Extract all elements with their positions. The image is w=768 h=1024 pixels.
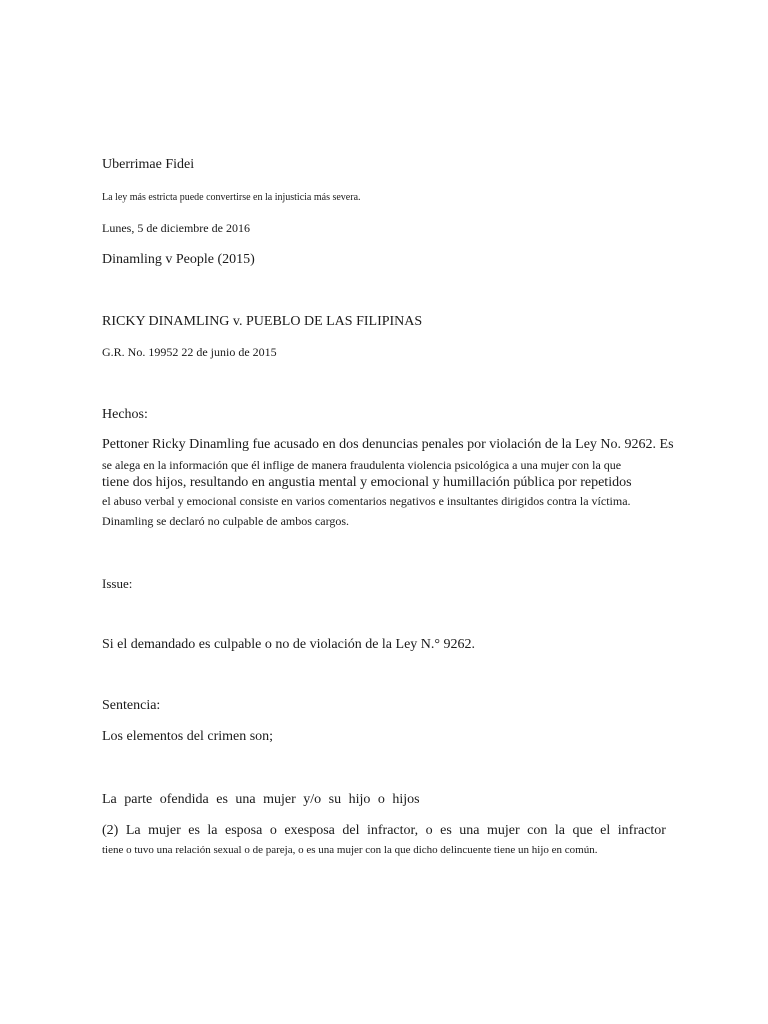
issue-heading: Issue: [102,576,133,591]
case-title: RICKY DINAMLING v. PUEBLO DE LAS FILIPINAS [102,314,423,329]
element-2-line: tiene o tuvo una relación sexual o de pareja, o es una mujer con la que dicho delincuente tiene un hijo en común. [102,844,598,856]
post-date: Lunes, 5 de diciembre de 2016 [102,221,250,235]
facts-line: Pettoner Ricky Dinamling fue acusado en dos denuncias penales por violación de la Ley No. 9262. Es [102,437,674,452]
facts-line: tiene dos hijos, resultando en angustia mental y emocional y humillación pública por repetidos [102,475,632,490]
blog-subtitle: La ley más estricta puede convertirse en la injusticia más severa. [102,192,361,203]
element-2-line: (2) La mujer es la esposa o exesposa del infractor, o es una mujer con la que el infractor [102,823,666,838]
ruling-heading: Sentencia: [102,698,161,713]
issue-text: Si el demandado es culpable o no de violación de la Ley N.° 9262. [102,637,475,652]
post-title: Dinamling v People (2015) [102,252,255,267]
facts-line: el abuso verbal y emocional consiste en varios comentarios negativos e insultantes dirigidos contra la víctima. [102,494,631,508]
blog-title: Uberrimae Fidei [102,157,195,172]
element-1: La parte ofendida es una mujer y/o su hijo o hijos [102,792,420,807]
facts-line: se alega en la información que él inflige de manera fraudulenta violencia psicológica a una mujer con la que [102,458,622,472]
ruling-intro: Los elementos del crimen son; [102,729,274,744]
case-reference: G.R. No. 19952 22 de junio de 2015 [102,345,277,359]
facts-heading: Hechos: [102,407,148,422]
facts-line: Dinamling se declaró no culpable de ambos cargos. [102,514,350,528]
